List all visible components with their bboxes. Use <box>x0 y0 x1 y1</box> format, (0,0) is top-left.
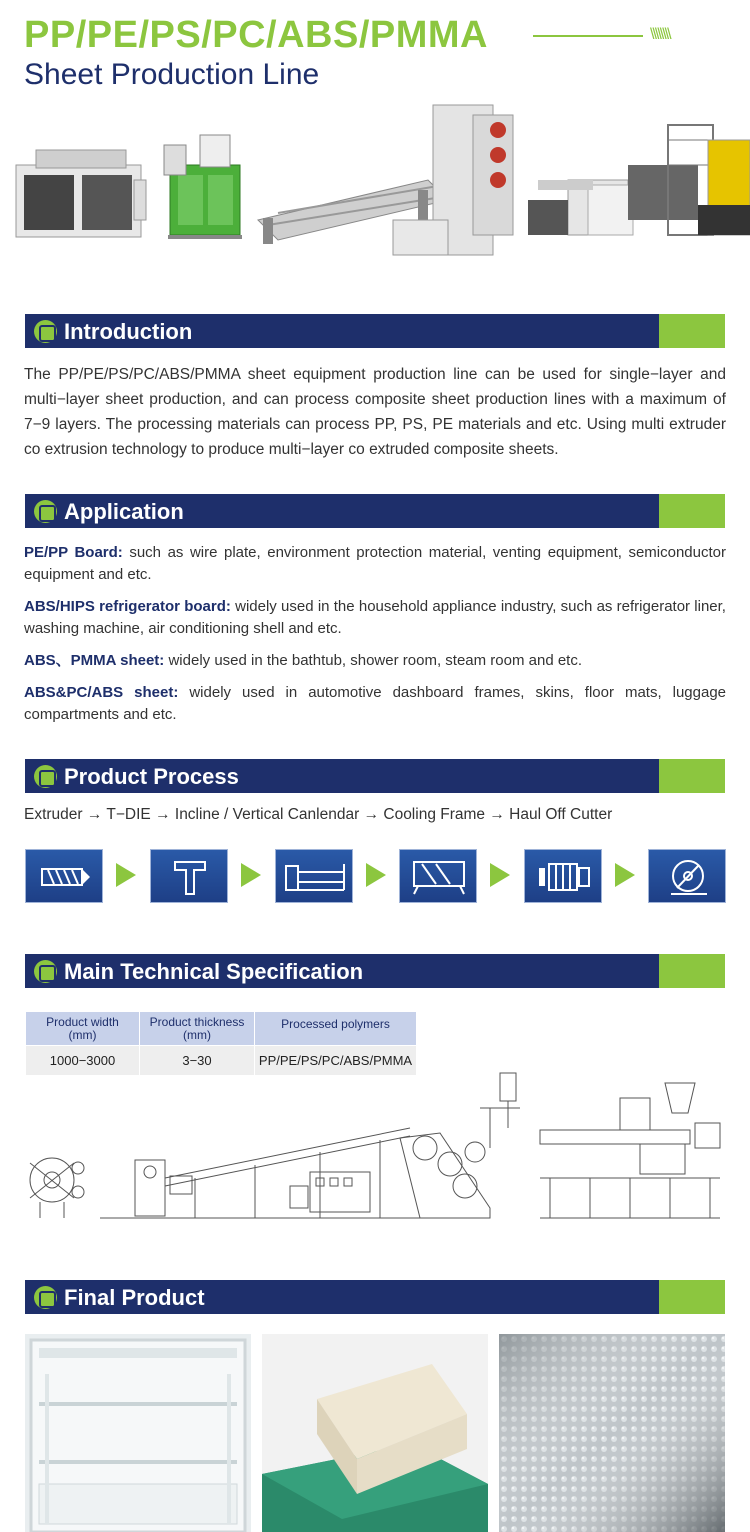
application-label: ABS&PC/ABS sheet: <box>24 684 179 701</box>
application-desc: widely used in automotive dashboard frames, skins, floor mats, luggage compartments and etc. <box>24 684 726 723</box>
arrow-right-icon <box>116 863 136 887</box>
page-subtitle: Sheet Production Line <box>24 58 320 91</box>
header-line: Product width <box>46 1014 119 1029</box>
section-title: Product Process <box>64 764 239 789</box>
calendar-icon <box>276 850 354 904</box>
application-label: PE/PP Board: <box>24 544 123 561</box>
haul-off-icon <box>525 850 603 904</box>
section-accent <box>659 759 725 793</box>
section-header-spec <box>25 954 725 988</box>
table-header-row <box>26 1012 417 1046</box>
section-accent <box>659 1280 725 1314</box>
header-line: Product thickness <box>149 1014 245 1029</box>
section-title: Final Product <box>64 1285 205 1310</box>
application-label: ABS/HIPS refrigerator board: <box>24 598 231 615</box>
textured-sheet-photo <box>499 1334 725 1532</box>
section-accent <box>659 494 725 528</box>
section-title: Application <box>64 499 184 524</box>
section-header-final <box>25 1280 725 1314</box>
process-flow-text: Extruder → T−DIE → Incline / Vertical Canlendar → Cooling Frame → Haul Off Cutter <box>24 806 613 823</box>
section-title: Main Technical Specification <box>64 959 364 984</box>
step-cutter <box>648 849 726 903</box>
application-desc: widely used in the bathtub, shower room, steam room and etc. <box>164 652 583 669</box>
layers-icon <box>34 500 57 523</box>
column-header <box>255 1012 417 1046</box>
section-accent <box>659 314 725 348</box>
application-label: ABS、PMMA sheet: <box>24 652 165 669</box>
arrow-right-icon <box>366 863 386 887</box>
machine-illustration <box>0 100 750 270</box>
header-unit: (mm) <box>68 1027 97 1042</box>
cutter-icon <box>649 850 727 904</box>
box-icon <box>34 1286 57 1309</box>
cube-icon <box>34 320 57 343</box>
application-item <box>24 542 726 586</box>
application-desc: widely used in the household appliance industry, such as refrigerator liner, washing machine, air conditioning shell and etc. <box>24 598 726 637</box>
application-item <box>24 596 726 640</box>
arrow-right-icon <box>615 863 635 887</box>
table-cell: 3−30 <box>140 1046 255 1076</box>
refrigerator-photo <box>25 1334 251 1532</box>
arrow-right-icon <box>490 863 510 887</box>
section-title: Introduction <box>64 319 193 344</box>
page-title: PP/PE/PS/PC/ABS/PMMA <box>24 14 488 56</box>
step-calendar <box>275 849 353 903</box>
application-item <box>24 650 726 672</box>
section-header-application <box>25 494 725 528</box>
application-desc: such as wire plate, environment protection material, venting equipment, semiconductor equipment and etc. <box>24 544 726 583</box>
list-icon <box>34 960 57 983</box>
product-image-board <box>262 1334 488 1532</box>
extruder-icon <box>26 850 104 904</box>
section-accent <box>659 954 725 988</box>
decorative-slashes: \\\\\\\\ <box>650 26 670 43</box>
product-image-refrigerator <box>25 1334 251 1532</box>
section-header-process <box>25 759 725 793</box>
table-cell: PP/PE/PS/PC/ABS/PMMA <box>255 1046 417 1076</box>
spec-table <box>25 1011 417 1076</box>
machine-photos <box>0 100 750 270</box>
introduction-text: The PP/PE/PS/PC/ABS/PMMA sheet equipment production line can be used for single−layer and multi−layer sheet production, and can process composite sheet production lines with a maximum of 7−9 layers. The processing materials can process PP, PS, PE materials and etc. Using multi extruder co extrusion technology to produce multi−layer co extruded composite sheets. <box>24 366 726 458</box>
step-t-die <box>150 849 228 903</box>
product-image-textured-sheet <box>499 1334 725 1532</box>
step-haul-off <box>524 849 602 903</box>
decorative-line <box>533 35 643 37</box>
application-item <box>24 682 726 726</box>
board-photo <box>262 1334 488 1532</box>
cycle-icon <box>34 765 57 788</box>
arrow-right-icon <box>241 863 261 887</box>
line-drawing-illustration <box>20 1068 730 1228</box>
table-cell: 1000−3000 <box>26 1046 140 1076</box>
column-header <box>140 1012 255 1046</box>
step-extruder <box>25 849 103 903</box>
section-header-introduction <box>25 314 725 348</box>
cooling-frame-icon <box>400 850 478 904</box>
column-header <box>26 1012 140 1046</box>
header-unit: (mm) <box>183 1027 211 1042</box>
production-line-drawing <box>20 1068 730 1233</box>
t-die-icon <box>151 850 229 904</box>
header-line: Processed polymers <box>281 1017 390 1031</box>
step-cooling-frame <box>399 849 477 903</box>
